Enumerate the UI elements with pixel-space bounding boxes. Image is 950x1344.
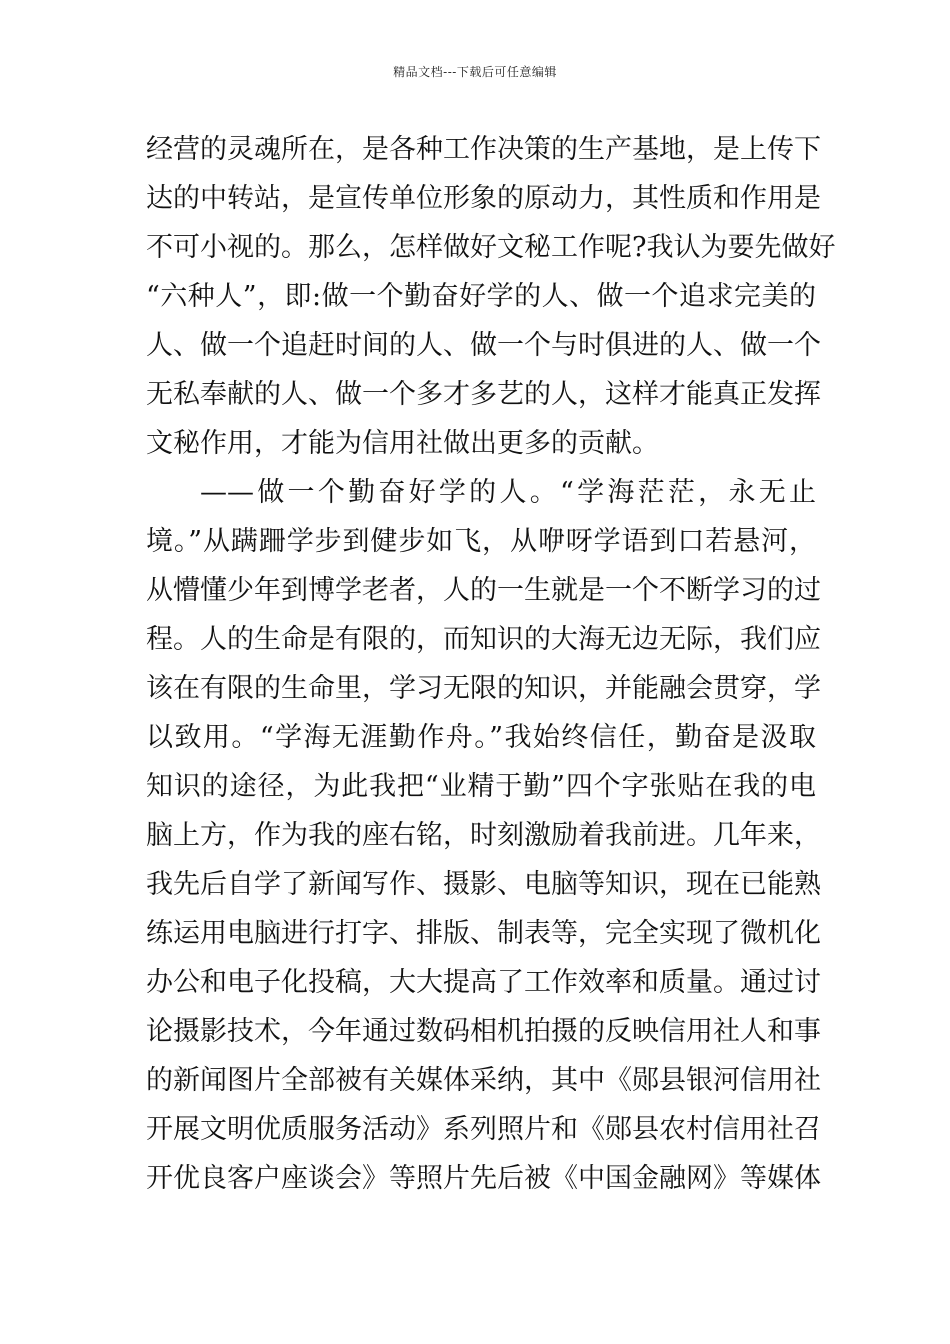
text-line: 不可小视的。那么，怎样做好文秘工作呢?我认为要先做好 bbox=[146, 232, 836, 263]
text-line: 该在有限的生命里，学习无限的知识，并能融会贯穿，学 bbox=[146, 673, 821, 704]
text-line: 办公和电子化投稿，大大提高了工作效率和质量。通过讨 bbox=[146, 967, 821, 998]
text-line: 从懵懂少年到博学老者，人的一生就是一个不断学习的过 bbox=[146, 575, 821, 606]
page-header: 精品文档---下载后可任意编辑 bbox=[393, 65, 557, 79]
text-line: 文秘作用，才能为信用社做出更多的贡献。 bbox=[146, 428, 659, 459]
text-line: ——做一个勤奋好学的人。“学海茫茫，永无止 bbox=[200, 477, 816, 508]
text-line: 程。人的生命是有限的，而知识的大海无边无际，我们应 bbox=[146, 624, 821, 655]
text-line: 论摄影技术，今年通过数码相机拍摄的反映信用社人和事 bbox=[146, 1016, 821, 1047]
text-line: 练运用电脑进行打字、排版、制表等，完全实现了微机化 bbox=[146, 918, 821, 949]
text-line: 人、做一个追赶时间的人、做一个与时俱进的人、做一个 bbox=[146, 330, 821, 361]
paragraph bbox=[146, 125, 836, 468]
text-line: 境。”从蹒跚学步到健步如飞，从咿呀学语到口若悬河， bbox=[146, 526, 816, 557]
text-line: 我先后自学了新闻写作、摄影、电脑等知识，现在已能熟 bbox=[146, 869, 821, 900]
text-line: 知识的途径，为此我把“业精于勤”四个字张贴在我的电 bbox=[146, 771, 816, 802]
paragraph bbox=[146, 468, 821, 1203]
text-line: 达的中转站，是宣传单位形象的原动力，其性质和作用是 bbox=[146, 183, 821, 214]
text-line: 无私奉献的人、做一个多才多艺的人，这样才能真正发挥 bbox=[146, 379, 821, 410]
text-line: 的新闻图片全部被有关媒体采纳，其中《郧县银河信用社 bbox=[146, 1065, 821, 1096]
text-line: 开展文明优质服务活动》系列照片和《郧县农村信用社召 bbox=[146, 1114, 821, 1145]
document-body bbox=[146, 125, 836, 1203]
text-line: 开优良客户座谈会》等照片先后被《中国金融网》等媒体 bbox=[146, 1163, 821, 1194]
text-line: “六种人”，即:做一个勤奋好学的人、做一个追求完美的 bbox=[146, 281, 816, 312]
text-line: 以致用。“学海无涯勤作舟。”我始终信任，勤奋是汲取 bbox=[146, 722, 816, 753]
text-line: 脑上方，作为我的座右铭，时刻激励着我前进。几年来， bbox=[146, 820, 821, 851]
text-line: 经营的灵魂所在，是各种工作决策的生产基地，是上传下 bbox=[146, 134, 821, 165]
